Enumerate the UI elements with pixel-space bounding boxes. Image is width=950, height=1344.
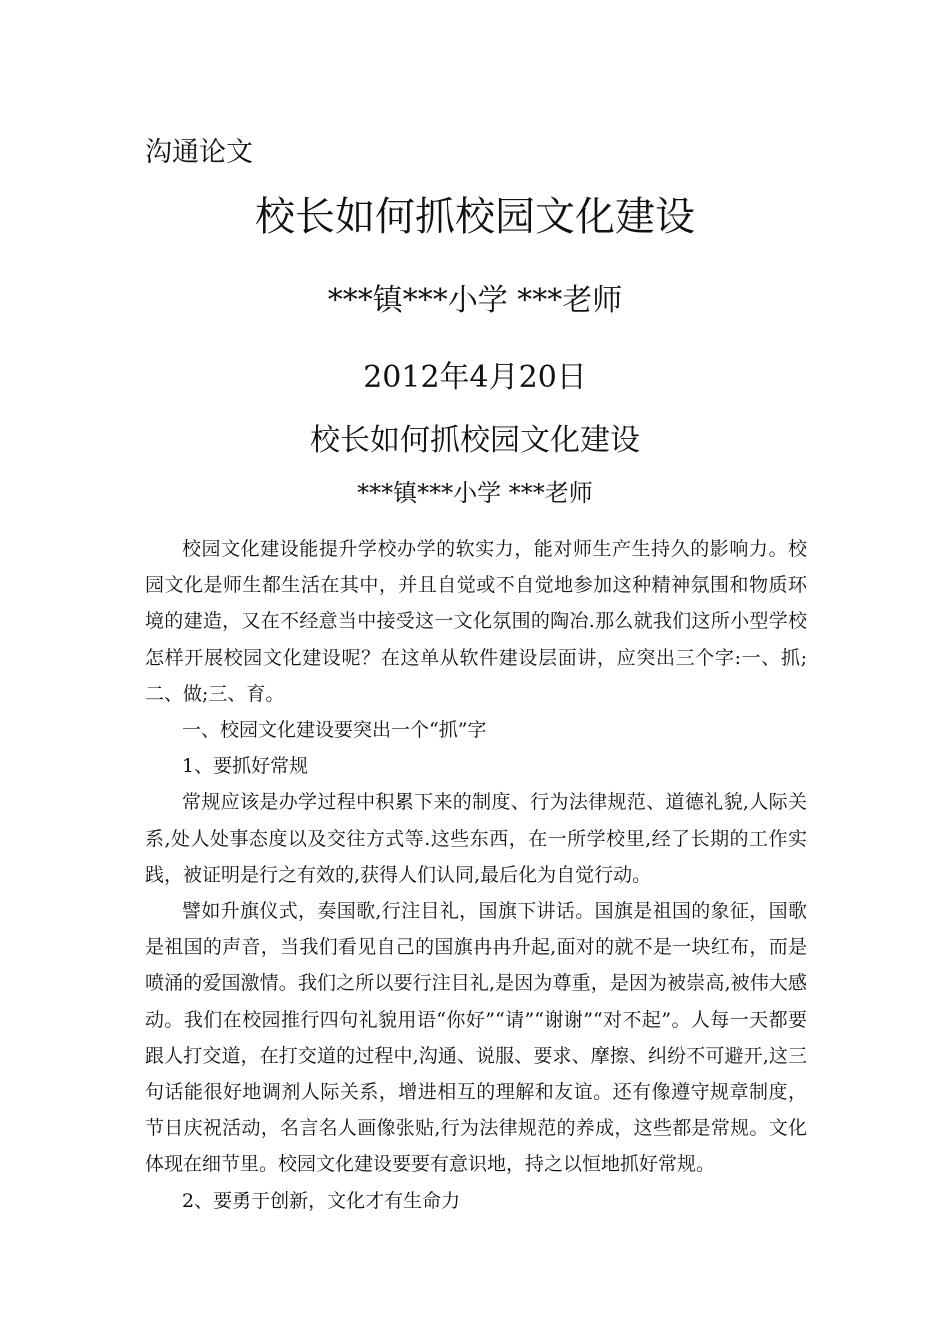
author-line: ***镇***小学 ***老师	[327, 283, 623, 318]
article-author-line: ***镇***小学 ***老师	[357, 479, 593, 507]
paragraph-example: 譬如升旗仪式，奏国歌,行注目礼，国旗下讲话。国旗是祖国的象征，国歌是祖国的声音，当我们看见自己的国旗冉冉升起,面对的就不是一块红布，而是喷涌的爱国激情。我们之所以要行注目礼,是因为尊重，是因为被崇高,被伟大感动。我们在校园推行四句礼貌用语“你好”“请”“谢谢”“对不起”。人每一天都要跟人打交道，在打交道的过程中,沟通、说服、要求、摩擦、纠纷不可避开,这三句话能很好地调剂人际关系，增进相互的理解和友谊。还有像遵守规章制度，节日庆祝活动，名言名人画像张贴,行为法律规范的养成，这些都是常规。文化体现在细节里。校园文化建设要要有意识地，持之以恒地抓好常规。	[145, 900, 807, 1176]
document-label: 沟通论文	[145, 137, 253, 168]
article-body	[145, 531, 807, 1219]
subsection-heading-1: 1、要抓好常规	[182, 755, 309, 778]
document-title: 校长如何抓校园文化建设	[255, 194, 695, 240]
intro-paragraph: 校园文化建设能提升学校办学的软实力，能对师生产生持久的影响力。校园文化是师生都生活在其中，并且自觉或不自觉地参加这种精神氛围和物质环境的建造，又在不经意当中接受这一文化氛围的陶冶.那么就我们这所小型学校怎样开展校园文化建设呢？在这单从软件建设层面讲，应突出三个字:一、抓;二、做;三、育。	[145, 538, 807, 705]
date-line: 2012年4月20日	[363, 360, 587, 395]
paragraph-routine: 常规应该是办学过程中积累下来的制度、行为法律规范、道德礼貌,人际关系,处人处事态度以及交往方式等.这些东西，在一所学校里,经了长期的工作实践，被证明是行之有效的,获得人们认同,最后化为自觉行动。	[145, 791, 807, 886]
section-heading-1: 一、校园文化建设要突出一个“抓”字	[182, 719, 487, 742]
subsection-heading-2: 2、要勇于创新，文化才有生命力	[182, 1189, 461, 1212]
article-title: 校长如何抓校园文化建设	[310, 423, 640, 458]
